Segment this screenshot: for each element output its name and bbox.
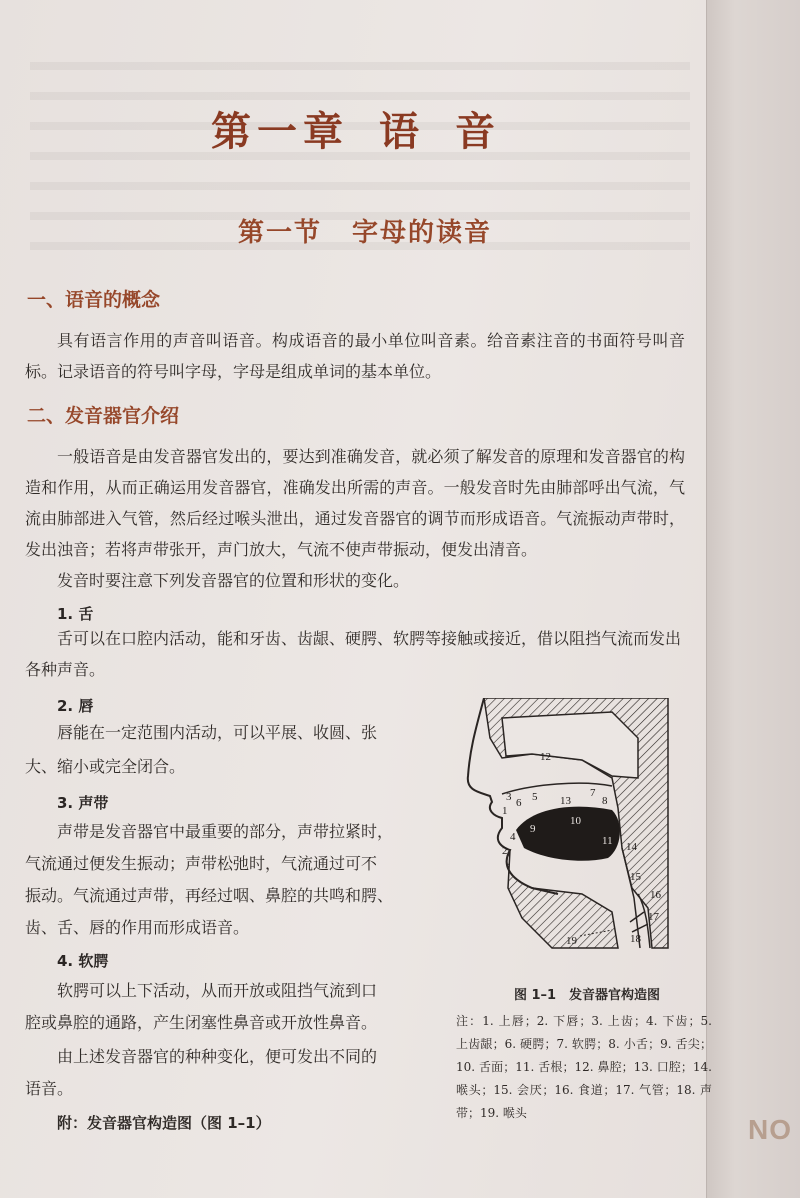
diagram-label: 4 [510,831,516,843]
lips-text-line: 大、缩小或完全闭合。 [25,757,186,776]
diagram-label: 18 [630,933,641,945]
heading-vocal-cords: 3. 声带 [57,794,109,812]
diagram-label: 3 [506,791,512,803]
nasal-cavity [502,712,638,778]
summary-text-line: 由上述发音器官的种种变化，便可发出不同的 [57,1047,378,1066]
tongue-text-line: 各种声音。 [25,660,106,679]
figure-legend: 注：1. 上唇；2. 下唇；3. 上齿；4. 下齿；5. 上齿龈；6. 硬腭；7. 软腭；8. 小舌；9. 舌尖；10. 舌面；11. 舌根；12. 鼻腔；13. 口腔；14. 喉头；15. 会厌；16. 食道；17. 气管；18. 声带；19. 喉头 [456,1014,712,1120]
appendix-note: 附：发音器官构造图（图 1–1） [57,1114,271,1132]
paragraph-organs-principle: 一般语音是由发音器官发出的，要达到准确发音，就必须了解发音的原理和发音器官的构造和作用，从而正确运用发音器官，准确发出所需的声音。一般发音时先由肺部呼出气流，气流由肺部进入气管，然后经过喉头泄出，通过发音器官的调节而形成语音。气流振动声带时，发出浊音；若将声带张开，声门放大，气流不使声带振动，便发出清音。 [25,447,685,559]
summary-text-line: 语音。 [25,1079,74,1098]
section-title [0,212,730,249]
diagram-label: 9 [530,823,536,835]
heading-speech-concept: 一、语音的概念 [27,289,161,311]
diagram-label: 12 [540,751,551,763]
vocal-cords-text-line: 振动。气流通过声带，再经过咽、鼻腔的共鸣和腭、 [25,886,394,905]
diagram-label: 10 [570,815,581,827]
diagram-label: 19 [566,935,577,947]
paragraph-speech-definition: 具有语言作用的声音叫语音。构成语音的最小单位叫音素。给音素注音的书面符号叫音标。记录语音的符号叫字母，字母是组成单词的基本单位。 [25,331,685,381]
diagram-label: 7 [590,787,596,799]
paragraph-organs-note: 发音时要注意下列发音器官的位置和形状的变化。 [57,571,410,590]
heading-tongue: 1. 舌 [57,605,94,623]
vocal-cords-text-line: 气流通过便发生振动；声带松弛时，气流通过可不 [25,854,378,873]
diagram-label: 2 [502,845,508,857]
diagram-label: 11 [602,835,613,847]
diagram-label: 8 [602,795,608,807]
chapter-title [0,100,712,157]
chapter-word-2: 音 [455,109,501,155]
heading-organs-intro: 二、发音器官介绍 [27,405,180,427]
tongue-text-line: 舌可以在口腔内活动，能和牙齿、齿龈、硬腭、软腭等接触或接近，借以阻挡气流而发出 [57,629,682,648]
vocal-cords-text-line: 声带是发音器官中最重要的部分，声带拉紧时， [57,822,394,841]
section-name: 字母的读音 [352,218,493,248]
chapter-number: 第一章 [211,109,349,155]
diagram-label: 5 [532,791,538,803]
next-page-edge [706,0,800,1198]
diagram-label: 16 [650,889,661,901]
corner-watermark: NO [748,1114,792,1145]
diagram-label: 17 [648,911,659,923]
vocal-organs-diagram [462,698,678,956]
heading-lips: 2. 唇 [57,697,94,715]
diagram-label: 6 [516,797,522,809]
jaw-region [507,850,618,948]
chapter-word-1: 语 [379,109,425,155]
diagram-label: 15 [630,871,641,883]
diagram-label: 13 [560,795,571,807]
figure-caption: 图 1–1 发音器官构造图 [513,988,661,1003]
soft-palate-text-line: 腔或鼻腔的通路，产生闭塞性鼻音或开放性鼻音。 [25,1013,378,1032]
lips-text-line: 唇能在一定范围内活动，可以平展、收圆、张 [57,723,378,742]
diagram-label: 14 [626,841,637,853]
section-number: 第一节 [237,218,322,248]
palate-line [502,783,612,794]
soft-palate-text-line: 软腭可以上下活动，从而开放或阻挡气流到口 [57,981,378,1000]
vocal-cords-text-line: 齿、舌、唇的作用而形成语音。 [25,918,250,937]
diagram-label: 1 [502,805,508,817]
heading-soft-palate: 4. 软腭 [57,952,109,970]
